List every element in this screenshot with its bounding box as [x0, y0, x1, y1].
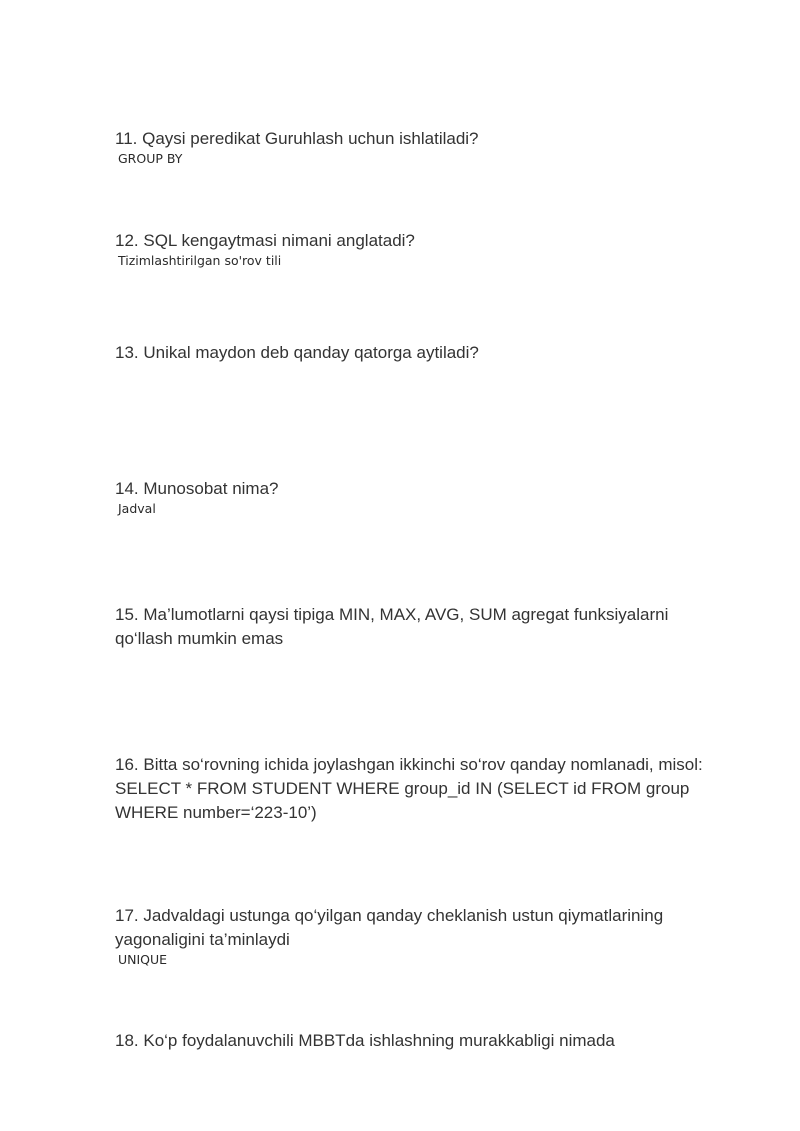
answer-17: UNIQUE	[118, 952, 168, 967]
question-18	[115, 1029, 755, 1053]
question-text-line-1: 15. Ma’lumotlarni qaysi tipiga MIN, MAX, AVG, SUM agregat funksiyalarni	[115, 605, 669, 624]
question-text: 13. Unikal maydon deb qanday qatorga aytiladi?	[115, 343, 479, 362]
question-17	[115, 904, 755, 952]
question-12	[115, 229, 755, 253]
question-text-line-1: 17. Jadvaldagi ustunga qo‘yilgan qanday cheklanish ustun qiymatlarining	[115, 906, 664, 925]
question-text: 14. Munosobat nima?	[115, 479, 279, 498]
answer-11: GROUP BY	[118, 151, 183, 166]
answer-14: Jadval	[118, 501, 156, 516]
question-text: 18. Ko‘p foydalanuvchili MBBTda ishlashning murakkabligi nimada	[115, 1031, 615, 1050]
question-text-line-2: qo‘llash mumkin emas	[115, 629, 284, 648]
question-13	[115, 341, 755, 365]
question-text-line-2: yagonaligini ta’minlaydi	[115, 930, 290, 949]
question-text-line-2: SELECT * FROM STUDENT WHERE group_id IN (SELECT id FROM group	[115, 779, 690, 798]
question-text-line-1: 16. Bitta so‘rovning ichida joylashgan ikkinchi so‘rov qanday nomlanadi, misol:	[115, 755, 703, 774]
question-15	[115, 603, 755, 651]
question-11	[115, 127, 755, 151]
question-text-line-3: WHERE number=‘223-10’)	[115, 803, 317, 822]
answer-12: Tizimlashtirilgan so'rov tili	[118, 253, 282, 268]
question-16	[115, 753, 755, 825]
question-text: 11. Qaysi peredikat Guruhlash uchun ishlatiladi?	[115, 129, 479, 148]
question-text: 12. SQL kengaytmasi nimani anglatadi?	[115, 231, 415, 250]
question-14	[115, 477, 755, 501]
